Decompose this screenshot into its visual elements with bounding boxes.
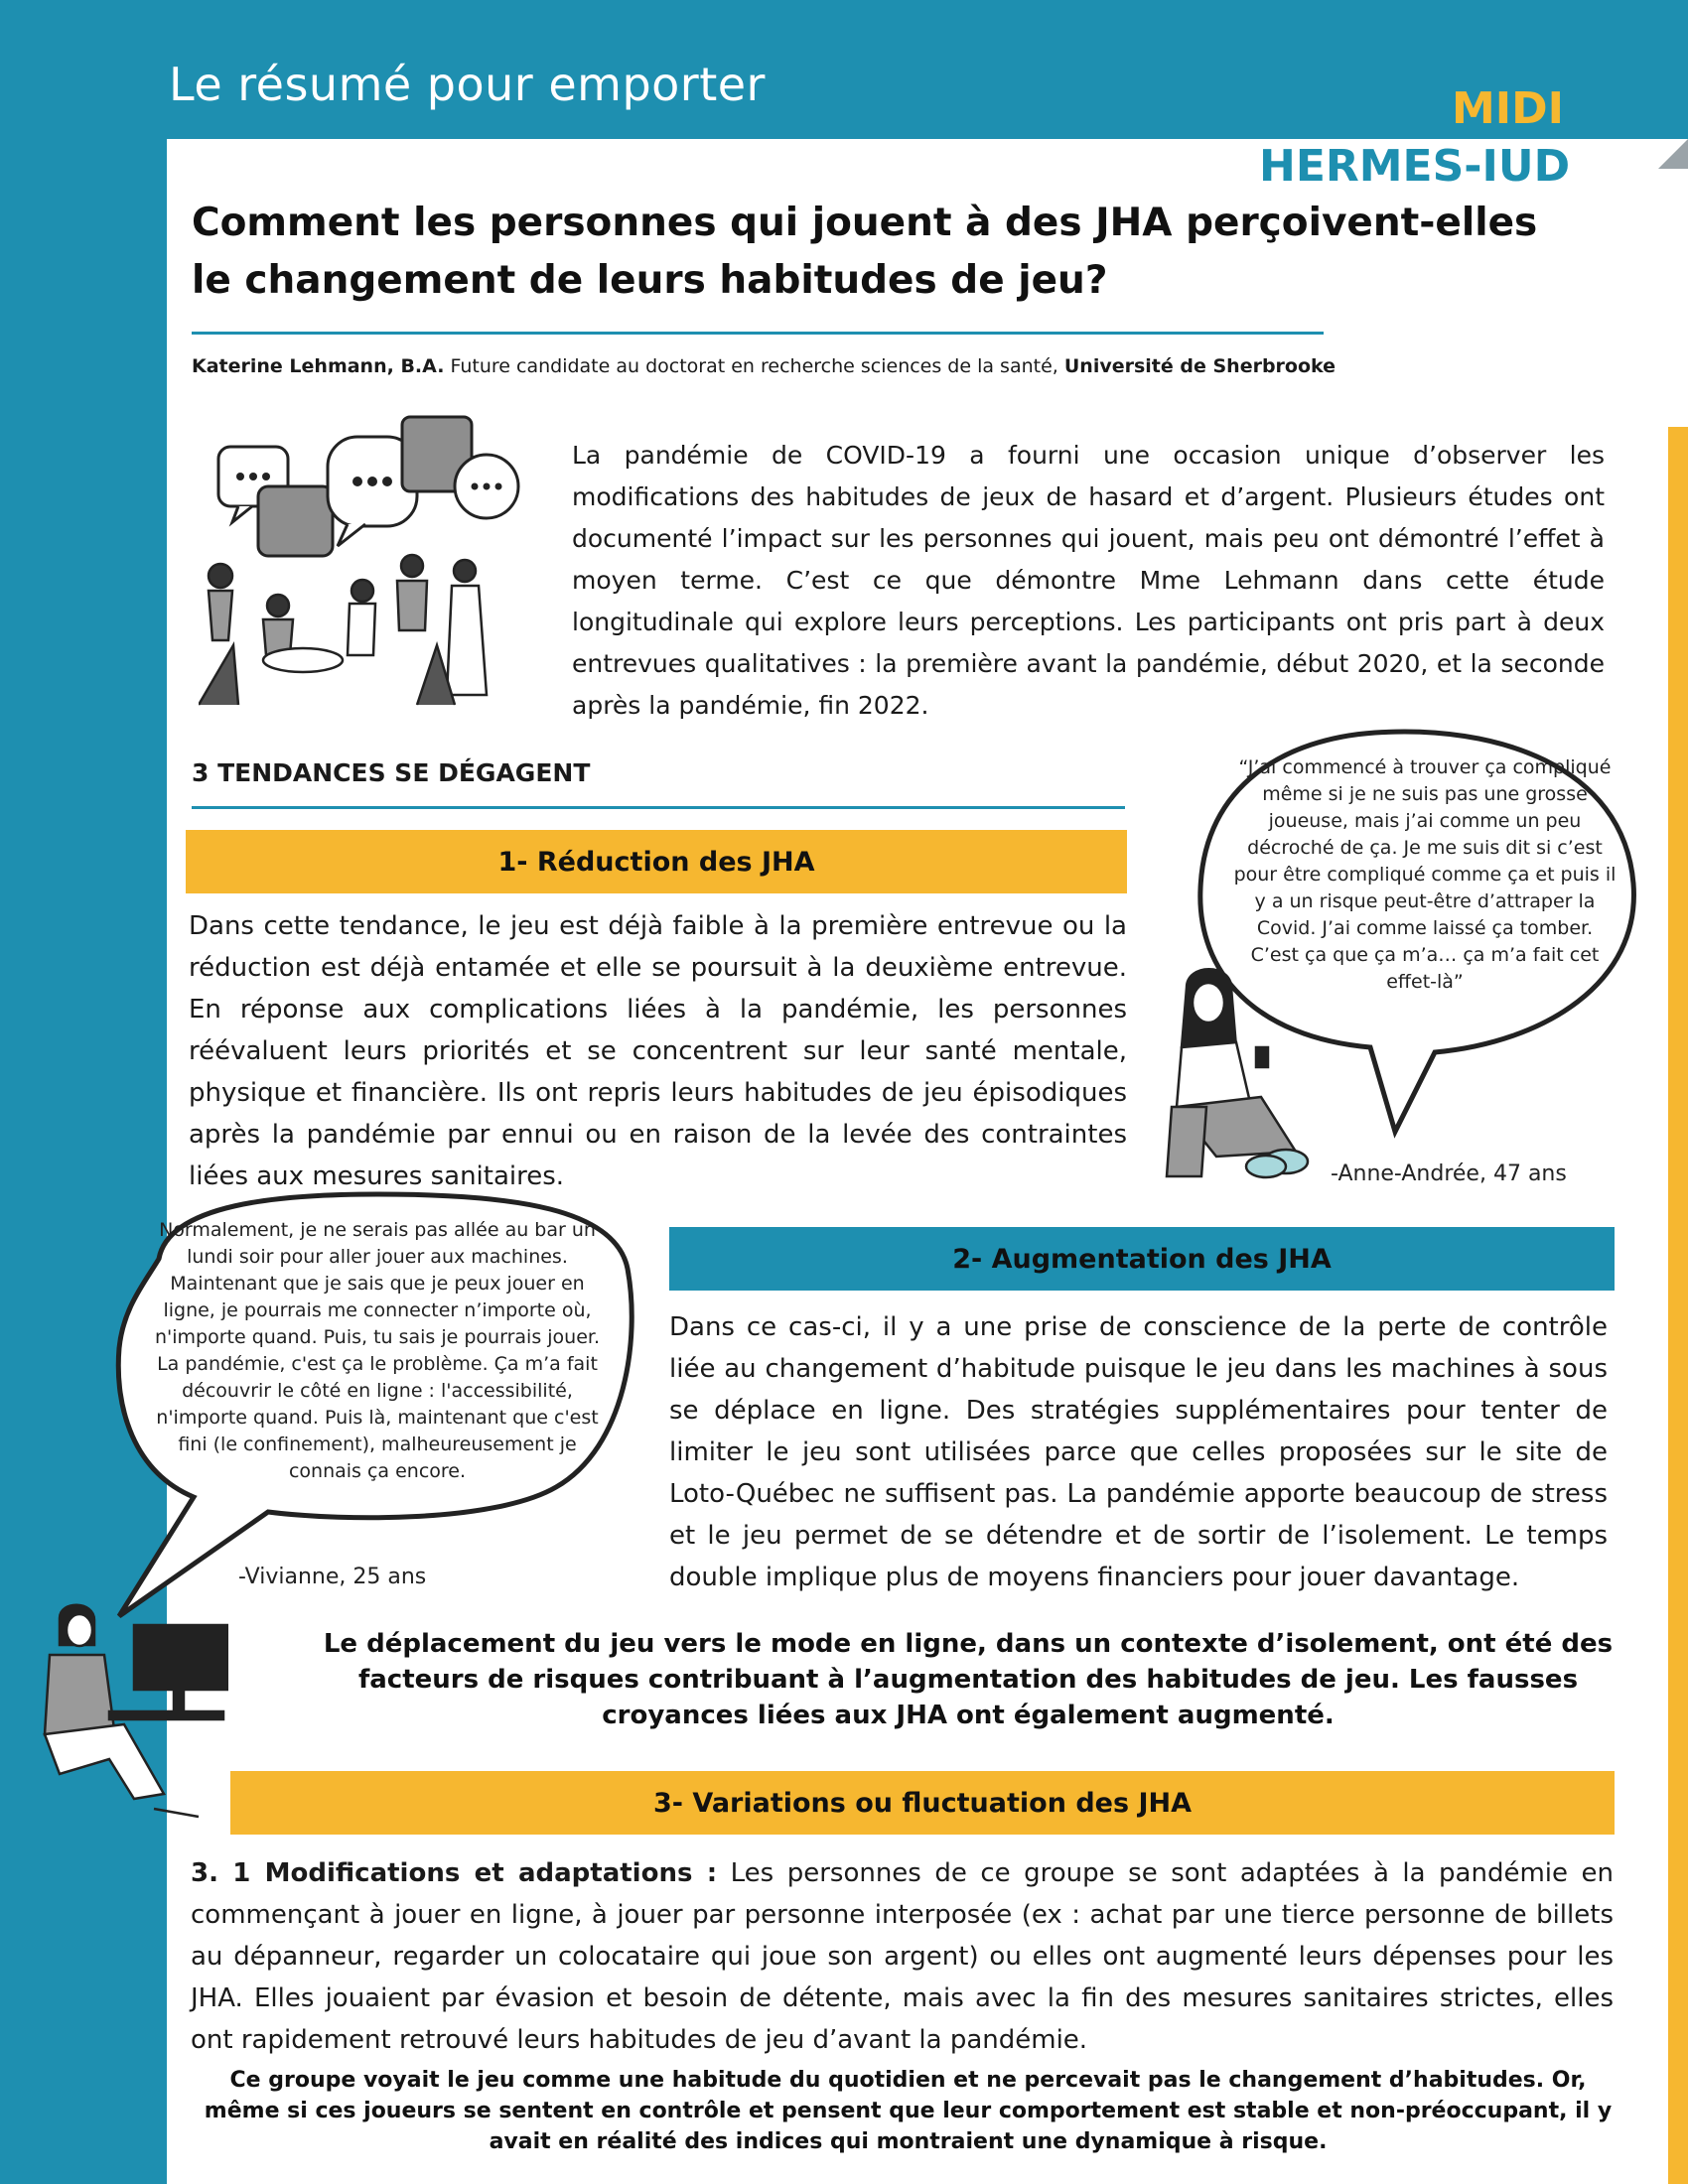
discussion-group-illustration xyxy=(199,407,546,725)
author-university: Université de Sherbrooke xyxy=(1063,355,1336,377)
header-title: Le résumé pour emporter xyxy=(169,58,766,111)
brand-hermes: HERMES-IUD xyxy=(1259,141,1571,192)
section-3-text: Les personnes de ce groupe se sont adaptées à la pandémie en commençant à jouer en ligne, à jouer par personne interposée (ex : achat par une tierce personne de billets au dépanneur, regarder un colocataire qui joue son argent) ou elles ont augmenté leurs dépenses pour les JHA. Elles jouaient par évasion et besoin de détente, mais avec la fin des mesures sanitaires strictes, elles ont rapidement retrouvé leurs habitudes de jeu d’avant la pandémie. xyxy=(191,1858,1614,2055)
section-3-sublabel: 3. 1 Modifications et adaptations : xyxy=(191,1858,718,1888)
intro-paragraph: La pandémie de COVID-19 a fourni une occasion unique d’observer les modifications des habitudes de jeux de hasard et d’argent. Plusieurs études ont documenté l’impact sur les personnes qui jouent, mais peu ont démontré l’effet à moyen terme. C’est ce que démontre Mme Lehmann dans cette étude longitudinale qui explore leurs perceptions. Les participants ont pris part à deux entrevues qualitatives : la première avant la pandémie, début 2020, et la seconde après la pandémie, fin 2022. xyxy=(572,441,1605,720)
trends-heading: 3 TENDANCES SE DÉGAGENT xyxy=(192,758,591,787)
section-3-conclusion: Ce groupe voyait le jeu comme une habitude du quotidien et ne percevait pas le changement d’habitudes. Or, même si ces joueurs se sentent en contrôle et pensent que leur comportement est stable et non-préoccupant, il y avait en réalité des indices qui montraient une dynamique à risque. xyxy=(204,2068,1613,2154)
author-line xyxy=(192,355,1336,377)
brand-midi: MIDI xyxy=(1452,83,1565,134)
right-accent-strip xyxy=(1668,427,1688,2184)
quote-2-text: Normalement, je ne serais pas allée au bar un lundi soir pour aller jouer aux machines. Maintenant que je sais que je peux jouer en ligne, je pourrais me connecter n’importe où, n'importe quand. Puis, tu sais je pourrais jouer. La pandémie, c'est ça le problème. Ça m’a fait découvrir le côté en ligne : l'accessibilité, n'importe quand. Puis là, maintenant que c'est fini (le confinement), malheureusement je connais ça encore. xyxy=(155,1219,600,1482)
section-1-body: Dans cette tendance, le jeu est déjà faible à la première entrevue ou la réduction est déjà entamée et elle se poursuit à la deuxième entrevue. En réponse aux complications liées à la pandémie, les personnes réévaluent leurs priorités et se concentrent sur leur santé mentale, physique et financière. Ils ont repris leurs habitudes de jeu épisodiques après la pandémie par ennui ou en raison de la levée des contraintes liées aux mesures sanitaires. xyxy=(189,911,1127,1191)
title-line-1: Comment les personnes qui jouent à des JHA perçoivent-elles xyxy=(192,201,1538,245)
title-divider xyxy=(192,332,1324,335)
author-role: Future candidate au doctorat en recherche sciences de la santé, xyxy=(444,355,1064,377)
section-2-heading: 2- Augmentation des JHA xyxy=(669,1227,1615,1291)
trends-divider xyxy=(192,806,1125,809)
woman-with-phone-illustration xyxy=(1157,958,1326,1186)
quote-1-author: -Anne-Andrée, 47 ans xyxy=(1331,1161,1567,1186)
section-2-conclusion: Le déplacement du jeu vers le mode en ligne, dans un contexte d’isolement, ont été des facteurs de risques contribuant à l’augmentation des habitudes de jeu. Les fausses croyances liées aux JHA ont également augmenté. xyxy=(323,1629,1614,1730)
section-2-body: Dans ce cas-ci, il y a une prise de conscience de la perte de contrôle liée au changement d’habitude puisque le jeu dans les machines à sous se déplace en ligne. Des stratégies supplémentaires pour tenter de limiter le jeu sont utilisées parce que celles proposées sur le site de Loto-Québec ne suffisent pas. La pandémie apporte beaucoup de stress et le jeu permet de se détendre et de sortir de l’isolement. Le temps double implique plus de moyens financiers pour jouer davantage. xyxy=(669,1312,1608,1592)
quote-2-author: -Vivianne, 25 ans xyxy=(238,1565,427,1589)
section-1-heading: 1- Réduction des JHA xyxy=(186,830,1127,893)
left-band xyxy=(0,0,167,2184)
quote-1-text: “J’ai commencé à trouver ça compliqué même si je ne suis pas une grosse joueuse, mais j’ai comme un peu décroché de ça. Je me suis dit si c’est pour être compliqué comme ça et puis il y a un risque peut-être d’attraper la Covid. J’ai comme laissé ça tomber. C’est ça que ça m’a… ça m’a fait cet effet-là” xyxy=(1233,756,1617,993)
page-title xyxy=(192,195,1641,310)
title-line-2: le changement de leurs habitudes de jeu? xyxy=(192,258,1108,303)
woman-at-computer-illustration xyxy=(15,1600,228,1829)
section-3-body xyxy=(191,1852,1614,2061)
author-name: Katerine Lehmann, B.A. xyxy=(192,355,445,377)
section-3-heading: 3- Variations ou fluctuation des JHA xyxy=(230,1771,1615,1835)
